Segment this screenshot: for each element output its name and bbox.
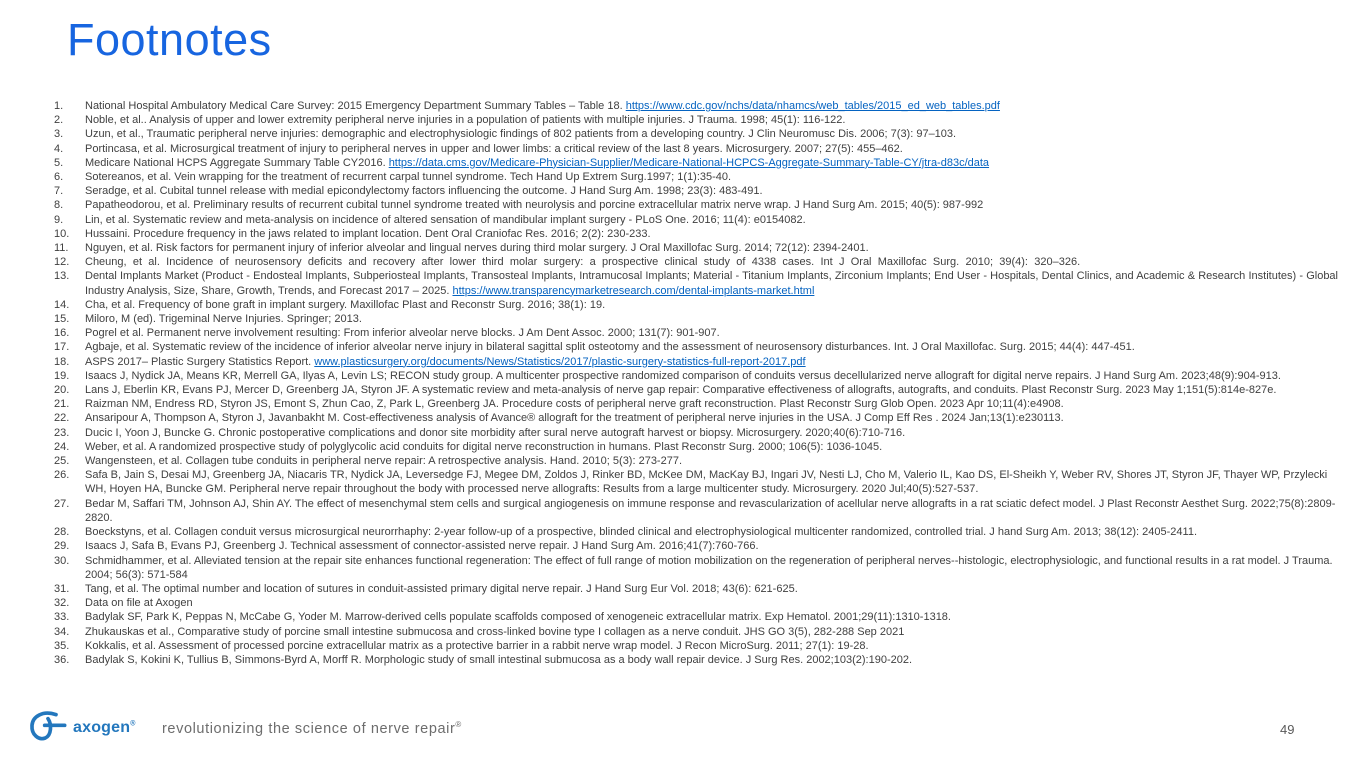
footnote-text (85, 227, 1338, 241)
footnote-text (85, 213, 1338, 227)
footnote-citation: Agbaje, et al. Systematic review of the incidence of inferior alveolar nerve injury in bilateral sagittal split osteotomy and the assessment of neurosensory disturbances. Int. J Oral Maxillofac. Surg. 2015; 44(4): 447-451. (85, 341, 1135, 354)
footnote-citation: Isaacs J, Safa B, Evans PJ, Greenberg J. Technical assessment of connector-assisted nerve repair. J Hand Surg Am. 2016;41(7):760-766. (85, 540, 759, 553)
footnote-citation: Boeckstyns, et al. Collagen conduit versus microsurgical neurorrhaphy: 2-year follow-up of a prospective, blinded clinical and electrophysiological multicenter randomized, controlled trial. J hand Surg Am. 2013; 38(12): 2405-2411. (85, 526, 1197, 539)
footnote-citation: Cheung, et al. Incidence of neurosensory deficits and recovery after lower third molar surgery: a prospective clinical study of 4338 cases. Int J Oral Maxillofac Surg. 2010; 39(4): 320–326. (85, 256, 1081, 269)
footnote-citation: Sotereanos, et al. Vein wrapping for the treatment of recurrent carpal tunnel syndrome. Tech Hand Up Extrem Surg.1997; 1(1):35-40. (85, 171, 732, 184)
footnote-number: 11. (54, 242, 69, 255)
footnote-citation: Dental Implants Market (Product - Endosteal Implants, Subperiosteal Implants, Transosteal Implants, Intramucosal Implants; Material - Titanium Implants, Zirconium Implants; End User - Hospitals, Dental Clinics, and Academic & Research Institutes) - Global Industry Analysis, Size, Share, Growth, Trends, and Forecast 2017 – 2025. (85, 270, 1338, 297)
footnote-text (85, 639, 1338, 653)
footnote-number: 34. (54, 625, 70, 638)
footnote-link[interactable]: https://www.cdc.gov/nchs/data/nhamcs/web_tables/2015_ed_web_tables.pdf (625, 100, 1000, 112)
footnote-item (54, 440, 1338, 454)
tagline-text: revolutionizing the science of nerve repair (162, 720, 456, 737)
footnote-number: 19. (54, 369, 70, 382)
footnote-text (85, 269, 1338, 297)
footnote-number: 22. (54, 412, 70, 425)
footnote-citation: Data on file at Axogen (85, 597, 193, 610)
footnote-citation: Wangensteen, et al. Collagen tube conduits in peripheral nerve repair: A retrospective analysis. Hand. 2010; 5(3): 273-277. (85, 455, 683, 468)
footnote-number: 6. (54, 171, 64, 184)
footnote-number: 3. (54, 128, 64, 141)
footnote-number: 25. (54, 455, 70, 468)
footnote-item (54, 142, 1338, 156)
footnote-number: 1. (54, 100, 64, 112)
footnote-item (54, 255, 1338, 269)
footnote-number: 20. (54, 384, 70, 397)
footnote-number: 9. (54, 213, 64, 226)
footnote-item (54, 227, 1338, 241)
footnote-citation: Uzun, et al., Traumatic peripheral nerve injuries: demographic and electrophysiologic findings of 802 patients from a developing country. J Clin Neuromusc Dis. 2006; 7(3): 97–103. (85, 128, 957, 141)
footnote-citation: Tang, et al. The optimal number and location of sutures in conduit-assisted primary digital nerve repair. J Hand Surg Eur Vol. 2018; 43(6): 621-625. (85, 582, 798, 595)
footnote-item (54, 269, 1338, 297)
footnote-item (54, 127, 1338, 141)
footnote-text (85, 255, 1338, 269)
footnote-citation: Miloro, M (ed). Trigeminal Nerve Injuries. Springer; 2013. (85, 313, 362, 326)
footnote-text (85, 369, 1338, 383)
footnote-text (85, 440, 1338, 454)
footnote-item (54, 312, 1338, 326)
footnote-text (85, 113, 1338, 127)
footnote-item (54, 213, 1338, 227)
footnote-number: 18. (54, 355, 70, 368)
footnote-citation: Kokkalis, et al. Assessment of processed porcine extracellular matrix as a protective barrier in a rabbit nerve wrap model. J Recon MicroSurg. 2011; 27(1): 19-28. (85, 639, 869, 652)
footnote-item (54, 639, 1338, 653)
footnote-text (85, 198, 1338, 212)
footnote-text (85, 525, 1338, 539)
footnote-text (85, 312, 1338, 326)
footnote-number: 33. (54, 611, 70, 624)
footnote-citation: Raizman NM, Endress RD, Styron JS, Emont S, Zhun Cao, Z, Park L, Greenberg JA. Procedure costs of peripheral nerve graft reconstruction. Plast Reconstr Surg Glob Open. 2023 Apr 10;11(4):e4908. (85, 398, 1064, 411)
footnote-text (85, 554, 1338, 582)
footnote-text (85, 184, 1338, 198)
footnote-item (54, 454, 1338, 468)
footnote-item (54, 397, 1338, 411)
footnote-number: 16. (54, 327, 70, 340)
axogen-logo (28, 706, 136, 750)
footnote-item (54, 340, 1338, 354)
footnote-item (54, 156, 1338, 170)
footnote-number: 7. (54, 185, 64, 198)
footnote-text (85, 426, 1338, 440)
footnote-item (54, 326, 1338, 340)
footnote-number: 2. (54, 114, 64, 127)
axogen-logo-icon (28, 709, 68, 748)
footnote-text (85, 539, 1338, 553)
footnote-number: 4. (54, 142, 64, 155)
footnote-citation: Cha, et al. Frequency of bone graft in implant surgery. Maxillofac Plast and Reconstr Surg. 2016; 38(1): 19. (85, 298, 606, 311)
footnote-citation: Bedar M, Saffari TM, Johnson AJ, Shin AY. The effect of mesenchymal stem cells and surgical angiogenesis on immune response and revascularization of acellular nerve allografts in a rat sciatic defect model. J Plast Reconstr Aesthet Surg. 2022;75(8):2809-2820. (85, 497, 1336, 524)
footnote-number: 26. (54, 469, 70, 482)
footnote-item (54, 298, 1338, 312)
footnote-number: 21. (54, 398, 70, 411)
footnote-item (54, 411, 1338, 425)
footnote-number: 24. (54, 440, 70, 453)
footnote-citation: Zhukauskas et al., Comparative study of porcine small intestine submucosa and cross-linked bovine type I collagen as a nerve conduit. JHS GO 3(5), 282-288 Sep 2021 (85, 625, 905, 638)
footnote-number: 28. (54, 526, 70, 539)
footnote-number: 32. (54, 597, 70, 610)
logo-registered-mark: ® (130, 720, 136, 728)
footnote-item (54, 610, 1338, 624)
footnote-citation: Badylak S, Kokini K, Tullius B, Simmons-Byrd A, Morff R. Morphologic study of small intestinal submucosa as a body wall repair device. J Surg Res. 2002;103(2):190-202. (85, 653, 913, 666)
footnote-number: 30. (54, 554, 70, 567)
footnote-item (54, 554, 1338, 582)
footnote-citation: Safa B, Jain S, Desai MJ, Greenberg JA, Niacaris TR, Nydick JA, Leversedge FJ, Megee DM, Zoldos J, Rinker BD, McKee DM, MacKay BJ, Ingari JV, Nesti LJ, Cho M, Valerio IL, Kao DS, El-Sheikh Y, Weber RV, Shores JT, Styron JF, Thayer WP, Przylecki WH, Hoyen HA, Buncke GM. Peripheral nerve repair throughout the body with processed nerve allografts: Results from a large multicenter study. Microsurgery. 2020 Jul;40(5):527-537. (85, 469, 1328, 496)
tagline-registered-mark: ® (455, 720, 462, 729)
footnote-text (85, 127, 1338, 141)
footnote-item (54, 170, 1338, 184)
footnote-citation: Lans J, Eberlin KR, Evans PJ, Mercer D, Greenberg JA, Styron JF. A systematic review and meta-analysis of nerve gap repair: Comparative effectiveness of allografts, autografts, and conduits. Plast Reconstr Surg. 2023 May 1;151(5):814e-827e. (85, 384, 1277, 397)
footnote-text (85, 340, 1338, 354)
footnote-text (85, 142, 1338, 156)
footnote-link[interactable]: https://data.cms.gov/Medicare-Physician-Supplier/Medicare-National-HCPCS-Aggregate-Summary-Table-CY/jtra-d83c/data (388, 156, 990, 169)
footer-tagline (162, 720, 462, 737)
footnote-number: 13. (54, 270, 70, 283)
footnote-citation: Badylak SF, Park K, Peppas N, McCabe G, Yoder M. Marrow-derived cells populate scaffolds composed of xenogeneic extracellular matrix. Exp Hematol. 2001;29(11):1310-1318. (85, 611, 951, 624)
footnote-item (54, 241, 1338, 255)
footnote-number: 27. (54, 497, 70, 510)
footnote-item (54, 426, 1338, 440)
footnote-number: 36. (54, 653, 70, 666)
footnote-item (54, 625, 1338, 639)
footnote-number: 12. (54, 256, 70, 269)
footnote-text (85, 454, 1338, 468)
footnote-text (85, 355, 1338, 369)
footnote-citation: Papatheodorou, et al. Preliminary results of recurrent cubital tunnel syndrome treated with neurolysis and porcine extracellular matrix nerve wrap. J Hand Surg Am. 2015; 40(5): 987-992 (85, 199, 984, 212)
footnote-text (85, 468, 1338, 496)
footnote-item (54, 468, 1338, 496)
footnote-citation: Ansaripour A, Thompson A, Styron J, Javanbakht M. Cost-effectiveness analysis of Avance® allograft for the treatment of peripheral nerve injuries in the USA. J Comp Eff Res . 2024 Jan;13(1):e230113. (85, 412, 1064, 425)
footnote-number: 5. (54, 156, 64, 169)
footnote-number: 14. (54, 298, 70, 311)
footnote-item (54, 525, 1338, 539)
footnote-number: 10. (54, 227, 70, 240)
footnote-text (85, 497, 1338, 525)
footnote-number: 35. (54, 639, 70, 652)
footnote-text (85, 383, 1338, 397)
footnote-item (54, 355, 1338, 369)
footnote-item (54, 582, 1338, 596)
footnote-number: 8. (54, 199, 64, 212)
footnote-citation: Portincasa, et al. Microsurgical treatment of injury to peripheral nerves in upper and lower limbs: a critical review of the last 8 years. Microsurgery. 2007; 27(5): 455–462. (85, 142, 903, 155)
footnote-text (85, 241, 1338, 255)
footnotes-list (54, 99, 1338, 667)
footnote-text (85, 99, 1338, 113)
footnote-citation: Hussaini. Procedure frequency in the jaws related to implant location. Dent Oral Craniofac Res. 2016; 2(2): 230-233. (85, 227, 651, 240)
footnote-citation: Seradge, et al. Cubital tunnel release with medial epicondylectomy factors influencing the outcome. J Hand Surg Am. 1998; 23(3): 483-491. (85, 185, 763, 198)
footnote-citation: Isaacs J, Nydick JA, Means KR, Merrell GA, Ilyas A, Levin LS; RECON study group. A multicenter prospective randomized comparison of conduits versus decellularized nerve allograft for digital nerve repairs. J Hand Surg Am. 2023;48(9):904-913. (85, 369, 1281, 382)
footnote-text (85, 582, 1338, 596)
footnote-text (85, 411, 1338, 425)
footnote-text (85, 156, 1338, 170)
footnote-text (85, 610, 1338, 624)
footnote-link[interactable]: https://www.transparencymarketresearch.com/dental-implants-market.html (452, 284, 815, 297)
footnote-citation: Lin, et al. Systematic review and meta-analysis on incidence of altered sensation of mandibular implant surgery - PLoS One. 2016; 11(4): e0154082. (85, 213, 806, 226)
footnote-item (54, 369, 1338, 383)
footnote-item (54, 596, 1338, 610)
footnote-text (85, 653, 1338, 667)
footnote-text (85, 397, 1338, 411)
footnote-citation: Noble, et al.. Analysis of upper and lower extremity peripheral nerve injuries in a population of patients with multiple injuries. J Trauma. 1998; 45(1): 116-122. (85, 114, 846, 127)
footnote-item (54, 653, 1338, 667)
footnote-item (54, 99, 1338, 113)
footnote-number: 31. (54, 582, 70, 595)
footnote-citation: Nguyen, et al. Risk factors for permanent injury of inferior alveolar and lingual nerves during third molar surgery. J Oral Maxillofac Surg. 2014; 72(12): 2394-2401. (85, 242, 869, 255)
footnote-citation: Pogrel et al. Permanent nerve involvement resulting: From inferior alveolar nerve blocks. J Am Dent Assoc. 2000; 131(7): 901-907. (85, 327, 720, 340)
footnote-number: 23. (54, 426, 70, 439)
footnote-text (85, 625, 1338, 639)
footnote-item (54, 113, 1338, 127)
footnote-item (54, 184, 1338, 198)
footnote-citation: Medicare National HCPS Aggregate Summary Table CY2016. (85, 156, 389, 169)
logo-wordmark (73, 719, 136, 737)
footnote-link[interactable]: www.plasticsurgery.org/documents/News/Statistics/2017/plastic-surgery-statistics-full-report-2017.pdf (314, 355, 806, 368)
footnote-number: 17. (54, 341, 70, 354)
footnote-citation: Weber, et al. A randomized prospective study of polyglycolic acid conduits for digital nerve reconstruction in humans. Plast Reconstr Surg. 2000; 106(5): 1036-1045. (85, 440, 883, 453)
page-title: Footnotes (67, 14, 272, 65)
page-number: 49 (1280, 722, 1295, 737)
footnote-number: 15. (54, 313, 70, 326)
footnote-text (85, 170, 1338, 184)
logo-text: axogen (73, 719, 131, 736)
footnote-number: 29. (54, 540, 70, 553)
footnote-citation: Ducic I, Yoon J, Buncke G. Chronic postoperative complications and donor site morbidity after sural nerve autograft harvest or biopsy. Microsurgery. 2020;40(6):710-716. (85, 426, 906, 439)
footnote-text (85, 298, 1338, 312)
footnote-text (85, 596, 1338, 610)
footnote-item (54, 497, 1338, 525)
footnote-item (54, 198, 1338, 212)
footnote-citation: ASPS 2017– Plastic Surgery Statistics Report. (85, 355, 315, 368)
footnote-item (54, 539, 1338, 553)
footnote-item (54, 383, 1338, 397)
footnote-text (85, 326, 1338, 340)
footnote-citation: National Hospital Ambulatory Medical Care Survey: 2015 Emergency Department Summary Tables – Table 18. (85, 100, 626, 112)
footnote-citation: Schmidhammer, et al. Alleviated tension at the repair site enhances functional regeneration: The effect of full range of motion mobilization on the regeneration of peripheral nerves--histologic, electrophysiologic, and functional results in a rat model. J Trauma. 2004; 56(3): 571-584 (85, 554, 1333, 581)
